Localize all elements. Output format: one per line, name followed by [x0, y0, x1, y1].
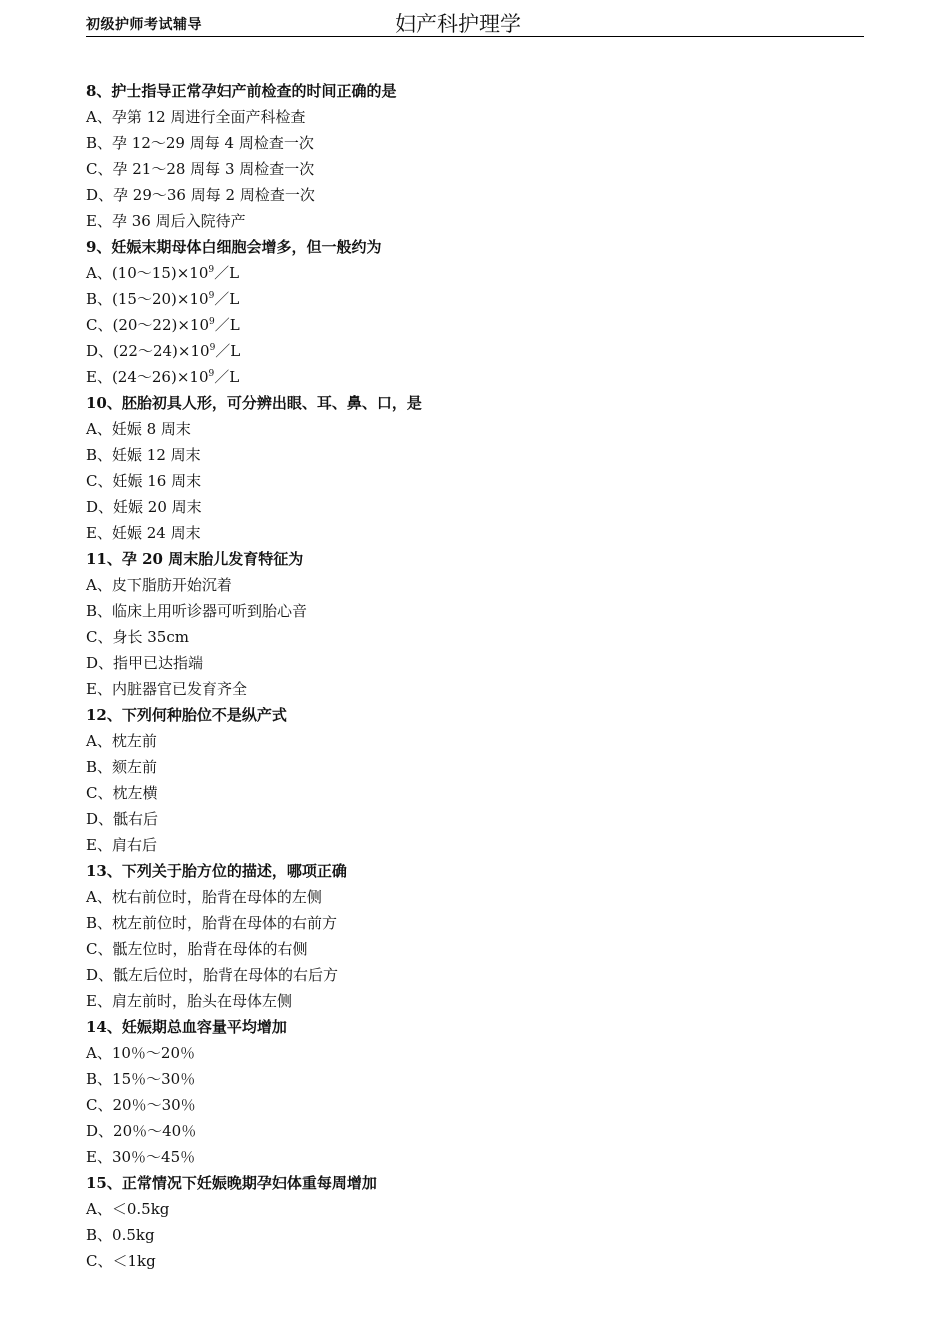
option-b: B、颏左前	[86, 758, 158, 776]
option-text: C、(20～22)×10	[86, 316, 210, 334]
option-a: A、10％～20％	[86, 1044, 196, 1062]
option-e	[86, 364, 866, 390]
option-c: C、20％～30％	[86, 1096, 196, 1114]
option-d: D、孕 29～36 周每 2 周检查一次	[86, 186, 315, 204]
option-text: B、(15～20)×10	[86, 290, 209, 308]
option-d: D、指甲已达指端	[86, 654, 204, 672]
question-title: 8、护士指导正常孕妇产前检查的时间正确的是	[86, 82, 397, 100]
option-text: A、(10～15)×10	[86, 264, 209, 282]
question-title: 14、妊娠期总血容量平均增加	[86, 1018, 287, 1036]
option-a: A、枕左前	[86, 732, 157, 750]
question-10	[86, 390, 866, 546]
option-b: B、临床上用听诊器可听到胎心音	[86, 602, 308, 620]
option-b	[86, 286, 866, 312]
page-header	[86, 6, 864, 37]
question-13	[86, 858, 866, 1014]
option-e: E、内脏器官已发育齐全	[86, 680, 247, 698]
option-d: D、骶左后位时，胎背在母体的右后方	[86, 966, 339, 984]
option-exponent: 9	[208, 291, 215, 301]
option-exponent: 9	[209, 317, 215, 327]
question-title: 9、妊娠末期母体白细胞会增多，但一般约为	[86, 238, 382, 256]
question-title: 15、正常情况下妊娠晚期孕妇体重每周增加	[86, 1174, 377, 1192]
option-e: E、孕 36 周后入院待产	[86, 212, 246, 230]
question-title: 13、下列关于胎方位的描述，哪项正确	[86, 862, 347, 880]
option-b: B、枕左前位时，胎背在母体的右前方	[86, 914, 338, 932]
option-b: B、15％～30％	[86, 1070, 196, 1088]
option-a: A、皮下脂肪开始沉着	[86, 576, 232, 594]
option-c: C、孕 21～28 周每 3 周检查一次	[86, 160, 315, 178]
option-exponent: 9	[208, 265, 215, 275]
option-c: C、骶左位时，胎背在母体的右侧	[86, 940, 308, 958]
header-center-title: 妇产科护理学	[395, 12, 521, 36]
question-title: 12、下列何种胎位不是纵产式	[86, 706, 287, 724]
option-a: A、＜0.5kg	[86, 1200, 170, 1218]
option-b: B、孕 12～29 周每 4 周检查一次	[86, 134, 314, 152]
option-d: D、骶右后	[86, 810, 159, 828]
option-d	[86, 338, 866, 364]
option-unit: ／L	[214, 316, 240, 334]
option-d: D、20％～40％	[86, 1122, 197, 1140]
option-unit: ／L	[214, 368, 240, 386]
option-e: E、肩右后	[86, 836, 157, 854]
option-b: B、0.5kg	[86, 1226, 155, 1244]
question-12	[86, 702, 866, 858]
option-c: C、妊娠 16 周末	[86, 472, 202, 490]
option-a	[86, 260, 866, 286]
question-list	[86, 78, 866, 1274]
question-title: 11、孕 20 周末胎儿发育特征为	[86, 550, 304, 568]
option-c: C、枕左横	[86, 784, 158, 802]
option-b: B、妊娠 12 周末	[86, 446, 201, 464]
option-unit: ／L	[214, 264, 240, 282]
option-d: D、妊娠 20 周末	[86, 498, 202, 516]
question-11	[86, 546, 866, 702]
option-c: C、＜1kg	[86, 1252, 156, 1270]
option-a: A、枕右前位时，胎背在母体的左侧	[86, 888, 322, 906]
option-e: E、妊娠 24 周末	[86, 524, 201, 542]
option-unit: ／L	[215, 342, 241, 360]
option-e: E、30％～45％	[86, 1148, 196, 1166]
option-e: E、肩左前时，胎头在母体左侧	[86, 992, 292, 1010]
option-text: D、(22～24)×10	[86, 342, 210, 360]
option-c: C、身长 35cm	[86, 628, 189, 646]
option-a: A、妊娠 8 周末	[86, 420, 191, 438]
option-text: E、(24～26)×10	[86, 368, 209, 386]
option-a: A、孕第 12 周进行全面产科检查	[86, 108, 306, 126]
question-8	[86, 78, 866, 234]
option-exponent: 9	[208, 369, 215, 379]
question-title: 10、胚胎初具人形，可分辨出眼、耳、鼻、口，是	[86, 394, 422, 412]
header-left-title: 初级护师考试辅导	[86, 17, 202, 33]
question-14	[86, 1014, 866, 1170]
question-15	[86, 1170, 866, 1274]
option-exponent: 9	[209, 343, 216, 353]
option-unit: ／L	[214, 290, 240, 308]
option-c	[86, 312, 866, 338]
question-9	[86, 234, 866, 390]
